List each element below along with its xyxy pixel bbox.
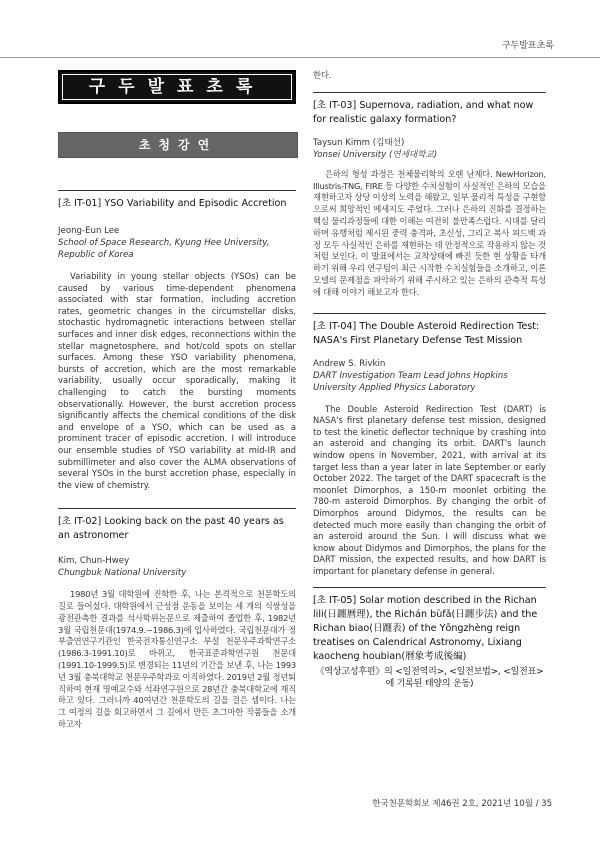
page-title: 구두발표초록 xyxy=(58,70,296,104)
abstract-it04 xyxy=(313,313,546,578)
abstract-author: Andrew S. Rivkin xyxy=(313,358,386,369)
abstract-it03 xyxy=(313,92,546,299)
abstract-body: 은하의 형성 과정은 천체물리학의 오랜 난제다. NewHorizon, Illustris-TNG, FIRE 등 다양한 수치실험이 사실적인 은하의 모습을 재현하고자 상당 이상의 노력을 해왔고, 일부 물리적 특성을 구현함으로써 희망적인 메세지도 주었다. 그러나 은하의 진화를 결정하는 핵심 물리과정들에 대한 이해는 여전히 불만족스럽다. 시대를 달리하며 유행처럼 제시된 중력 충격파, 초신성, 그리고 복사 피드백 과정 모두 사실적인 은하를 재현하는 데 안정적으로 작용하지 않는 것처럼 보인다. 이 발표에서는 교착상태에 빠진 듯한 현 상황을 타개하기 위해 우리 연구팀이 최근 시작한 수치실험들을 소개하고, 이론 모델의 문제점을 파악하기 위해 주시하고 있는 은하의 관측적 특성에 대해 이야기 해보고자 한다. xyxy=(313,168,546,297)
abstract-body: Variability in young stellar objects (YSOs) can be caused by various time-dependent phenomena associated with star formation, including accretion rates, geometric changes in the circumstellar disks, stochastic hydromagnetic interactions between stellar surfaces and inner disk edges, reconnections within the stellar magnetosphere, and hot/cold spots on stellar surfaces. Among these YSO variability phenomena, bursts of accretion, which are the most remarkable variability, usually occur sporadically, making it challenging to catch the bursting moments observationally. However, the burst accretion process significantly affects the chemical conditions of the disk and envelope of a YSO, which can be used as a prominent tracer of episodic accretion. I will introduce our ensemble studies of YSO variability at mid-IR and submillimeter and also cover the ALMA observations of several YSOs in the burst accretion phase, especially in the view of chemistry. xyxy=(58,271,296,490)
abstract-title: [초 IT-04] The Double Asteroid Redirection Test: NASA's First Planetary Defense Test Mission xyxy=(313,313,546,348)
abstract-it05 xyxy=(313,587,546,690)
right-column xyxy=(313,70,546,690)
abstract-title: [초 IT-03] Supernova, radiation, and what now for realistic galaxy formation? xyxy=(313,92,546,127)
abstract-author: Jeong-Eun Lee xyxy=(58,226,120,236)
header-rule xyxy=(0,57,600,58)
abstract-subtitle: 《역상고성후편》의 <일전역리>, <일전보법>, <일전표>에 기록된 태양의 운동) xyxy=(315,667,544,690)
abstract-body: 1980년 3월 대학원에 진학한 후, 나는 본격적으로 천문학도의 길로 들어섰다. 대학원에서 근성점 운동을 보이는 세 개의 식쌍성을 광전관측한 결과를 석사학위논문으로 제출하여 졸업한 후, 1982년 3월 국립천문대(1974.9.~1986.3)에 입사하였다. 국립천문대가 정부출연연구기관인 한국전자통신연구소 부설 천문우주과학연구소(1986.3-1991.10)로 바뀌고, 한국표준과학연구원 천문대(1991.10-1999.5)로 변경되는 11년의 기간을 보낸 후, 나는 1993년 3월 충북대학교 천문우주학과로 이직하였다. 2019년 2월 정년퇴직하여 현재 명예교수와 석좌연구원으로 28년간 충북대학교에 재직하고 있다. 그러니까 40여년간 천문학도의 길을 걸은 셈이다. 나는 그 여정의 길을 회고하면서 그 길에서 만든 초그마한 작품들을 소개하고자 xyxy=(58,589,296,730)
abstract-affiliation: DART Investigation Team Lead Johns Hopkins University Applied Physics Laboratory xyxy=(313,370,508,393)
left-column xyxy=(58,70,296,731)
abstract-body: The Double Asteroid Redirection Test (DART) is NASA's first planetary defense test mission, designed to test the kinetic deflector technique by crashing into an asteroid and changing its orbit. DART's launch window opens in November, 2021, with arrival at its target less than a year later in late September or early October 2022. The target of the DART spacecraft is the moonlet Dimorphos, a 150-m moonlet orbiting the 780-m asteroid Dimorphos. By changing the orbit of Dimorphos around Didymos, the results can be detected much more easily than changing the orbit of an asteroid around the Sun. I will discuss what we know about Didymos and Dimorphos, the plans for the DART mission, the expected results, and how DART is important for planetary defense in general. xyxy=(313,403,546,576)
abstract-affiliation: Yonsei University (연세대학교) xyxy=(313,149,438,160)
abstract-it02 xyxy=(58,508,296,731)
abstract-title: [초 IT-01] YSO Variability and Episodic Accretion xyxy=(58,190,296,211)
abstract-affiliation: School of Space Research, Kyung Hee University, Republic of Korea xyxy=(58,238,270,260)
abstract-title: [초 IT-05] Solar motion described in the Richan lili(日躔曆理), the Richán bùfǎ(日躔步法) and the Richan biao(日躔表) of the Yōngzhèng reign treatises on Calendrical Astronomy, Lixiang kaocheng houbian(曆象考成後編) xyxy=(313,587,546,664)
abstract-it01 xyxy=(58,190,296,491)
abstract-author: Taysun Kimm (김태선) xyxy=(313,137,405,148)
page-footer: 한국천문학회보 제46권 2호, 2021년 10월 / 35 xyxy=(372,799,552,809)
running-header: 구두발표초록 xyxy=(501,41,554,51)
abstract-author: Kim, Chun-Hwey xyxy=(58,556,130,567)
section-banner: 초청강연 xyxy=(58,132,298,158)
abstract-title: [초 IT-02] Looking back on the past 40 years as an astronomer xyxy=(58,508,296,543)
abstract-affiliation: Chungbuk National University xyxy=(58,568,187,579)
continued-text: 한다. xyxy=(313,70,332,80)
